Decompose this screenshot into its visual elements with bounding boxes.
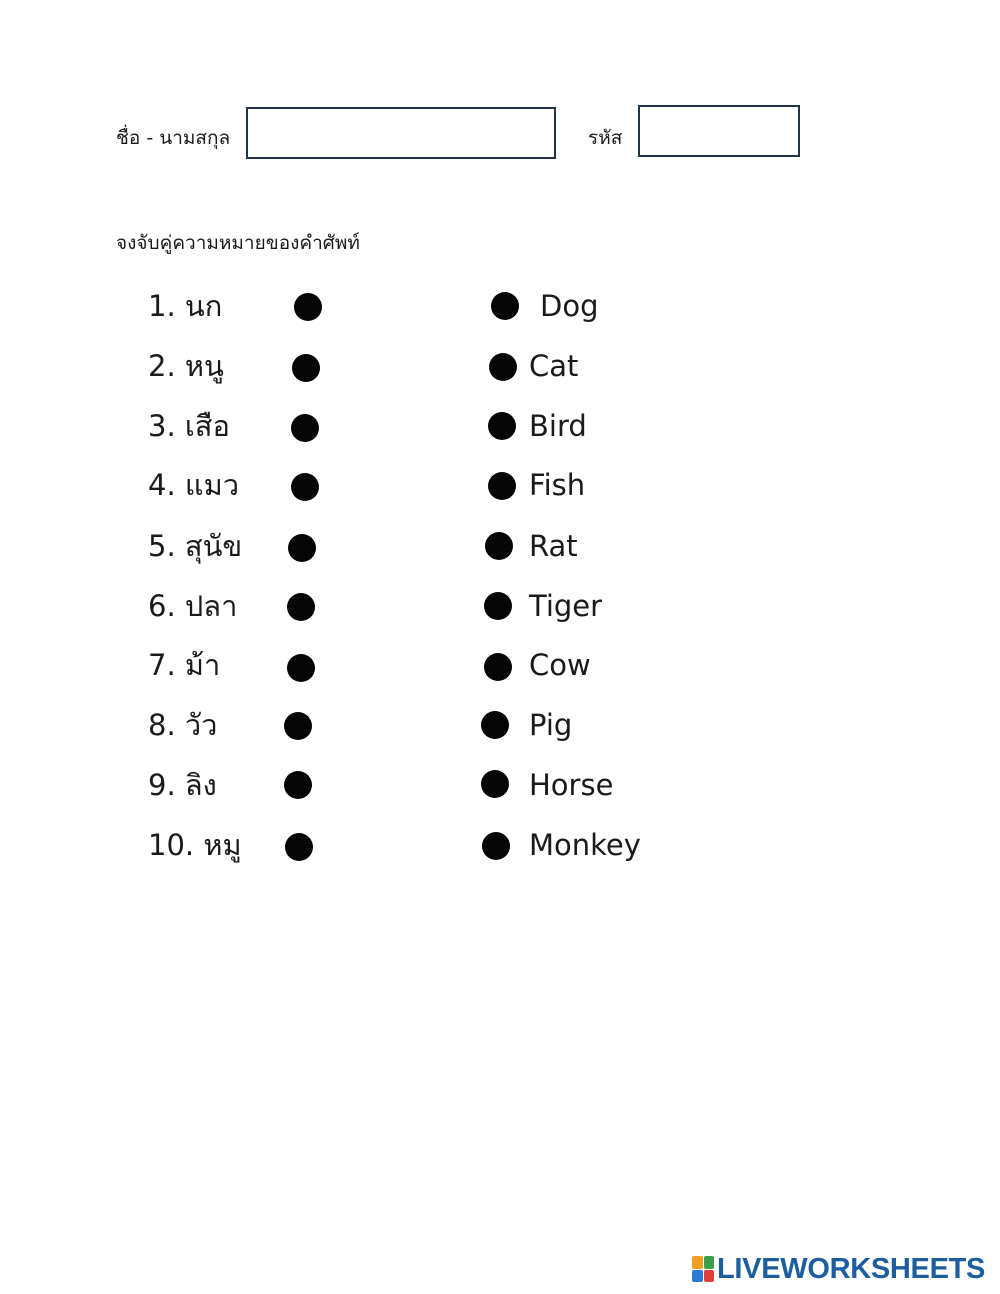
logo-square-icon [704, 1270, 715, 1283]
right-connector-dot[interactable] [489, 353, 517, 381]
id-label: รหัส [588, 127, 623, 149]
left-term: 4. แมว [148, 468, 239, 502]
right-term: Cow [529, 648, 591, 682]
right-term: Dog [540, 289, 599, 323]
left-connector-dot[interactable] [291, 473, 319, 501]
right-term: Pig [529, 708, 573, 742]
right-term: Horse [529, 768, 614, 802]
logo-square-icon [704, 1256, 715, 1269]
right-connector-dot[interactable] [488, 472, 516, 500]
logo-grid-icon [692, 1256, 714, 1282]
left-connector-dot[interactable] [284, 712, 312, 740]
left-connector-dot[interactable] [284, 771, 312, 799]
liveworksheets-logo [692, 1252, 985, 1286]
left-connector-dot[interactable] [288, 534, 316, 562]
left-connector-dot[interactable] [287, 593, 315, 621]
left-connector-dot[interactable] [291, 414, 319, 442]
right-term: Bird [529, 409, 587, 443]
left-term: 2. หนู [148, 349, 224, 383]
right-term: Cat [529, 349, 579, 383]
right-connector-dot[interactable] [481, 770, 509, 798]
left-term: 10. หมู [148, 828, 242, 862]
right-connector-dot[interactable] [484, 653, 512, 681]
left-connector-dot[interactable] [285, 833, 313, 861]
left-term: 6. ปลา [148, 589, 238, 623]
left-term: 8. วัว [148, 708, 218, 742]
left-term: 7. ม้า [148, 648, 221, 682]
name-label: ชื่อ - นามสกุล [116, 127, 231, 149]
brand-name: LIVEWORKSHEETS [717, 1252, 986, 1285]
right-term: Tiger [529, 589, 603, 623]
right-connector-dot[interactable] [482, 832, 510, 860]
right-term: Rat [529, 529, 578, 563]
instruction-text: จงจับคู่ความหมายของคำศัพท์ [116, 232, 360, 254]
right-term: Fish [529, 468, 586, 502]
left-connector-dot[interactable] [287, 654, 315, 682]
left-connector-dot[interactable] [294, 293, 322, 321]
left-term: 9. ลิง [148, 768, 217, 802]
right-connector-dot[interactable] [488, 412, 516, 440]
left-term: 5. สุนัข [148, 529, 243, 563]
right-connector-dot[interactable] [481, 711, 509, 739]
right-connector-dot[interactable] [491, 292, 519, 320]
right-term: Monkey [529, 828, 641, 862]
logo-square-icon [692, 1256, 703, 1269]
right-connector-dot[interactable] [485, 532, 513, 560]
name-input[interactable] [246, 107, 556, 159]
right-connector-dot[interactable] [484, 592, 512, 620]
id-input[interactable] [638, 105, 800, 157]
logo-square-icon [692, 1270, 703, 1283]
left-term: 3. เสือ [148, 409, 230, 443]
left-connector-dot[interactable] [292, 354, 320, 382]
left-term: 1. นก [148, 289, 223, 323]
